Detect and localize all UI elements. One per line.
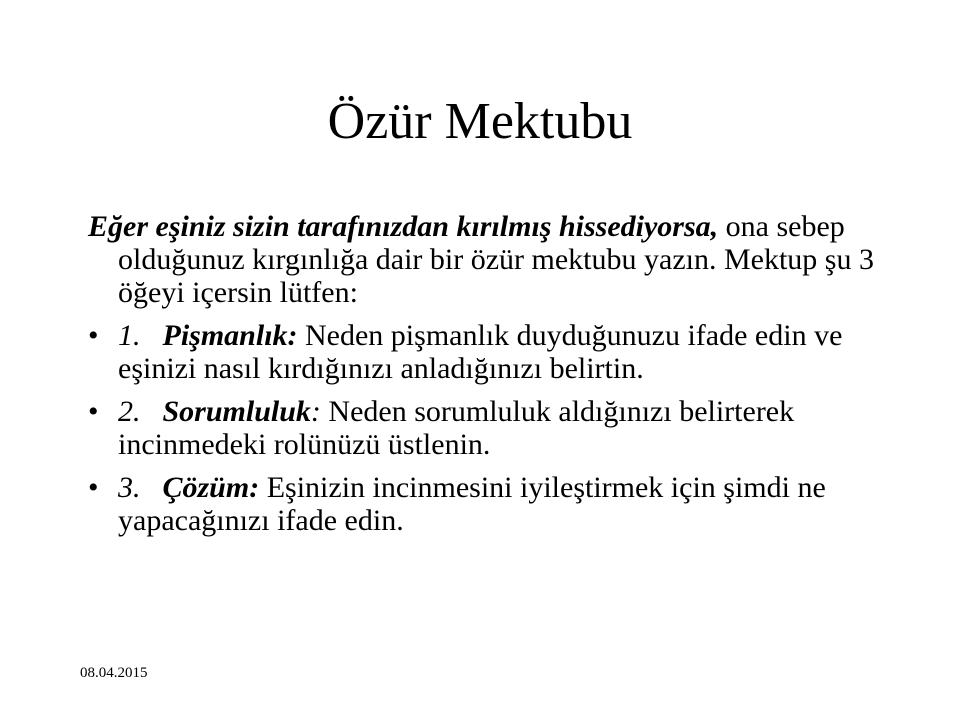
item-number: 2.: [118, 395, 141, 428]
item-term: Sorumluluk: [162, 395, 311, 428]
intro-paragraph: [88, 210, 888, 309]
item-number: 3.: [118, 471, 141, 504]
bullet-icon: •: [88, 471, 99, 504]
footer-date: 08.04.2015: [80, 665, 148, 681]
slide-body: [88, 210, 888, 547]
item-number: 1.: [118, 319, 141, 352]
bullet-list: [88, 319, 888, 537]
list-item-responsibility: [88, 395, 888, 461]
item-term: Pişmanlık:: [162, 319, 298, 352]
slide-title: Özür Mektubu: [327, 93, 633, 150]
bullet-icon: •: [88, 395, 99, 428]
item-term: Çözüm:: [162, 471, 260, 504]
item-text: Neden pişmanlık duyduğunuzu ifade edin ve eşinizi nasıl kırdığınızı anladığınızı belirtin.: [118, 319, 843, 385]
list-item-regret: [88, 319, 888, 385]
item-term-suffix: :: [310, 395, 321, 428]
intro-rest-text: ona sebep olduğunuz kırgınlığa dair bir özür mektubu yazın. Mektup şu 3 öğeyi içersin lütfen:: [118, 210, 874, 309]
item-text: Neden sorumluluk aldığınızı belirterek incinmedeki rolünüzü üstlenin.: [118, 395, 795, 461]
item-text: Eşinizin incinmesini iyileştirmek için şimdi ne yapacağınızı ifade edin.: [118, 471, 826, 537]
bullet-icon: •: [88, 319, 99, 352]
intro-lead-text: Eğer eşiniz sizin tarafınızdan kırılmış hissediyorsa,: [88, 210, 719, 243]
list-item-solution: [88, 471, 888, 537]
